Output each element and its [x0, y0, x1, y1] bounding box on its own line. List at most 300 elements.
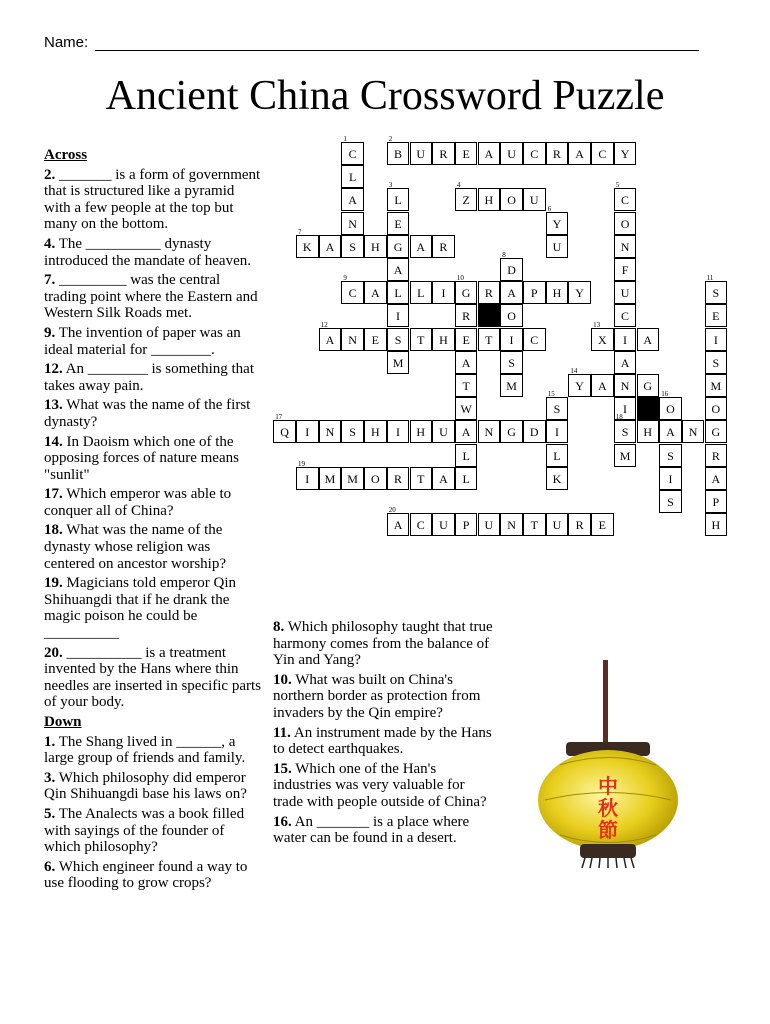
crossword-cell[interactable]: [273, 413, 296, 443]
cell-letter: I: [305, 471, 310, 486]
clue-text: The Analects was a book filled with sayings of the founder of which philosophy?: [44, 805, 245, 856]
cell-number: 4: [456, 181, 461, 190]
crossword-cell[interactable]: [364, 328, 387, 351]
crossword-cell[interactable]: [319, 420, 342, 443]
clue-number: 1.: [44, 733, 56, 750]
crossword-cell[interactable]: [455, 328, 478, 351]
crossword-cell[interactable]: [637, 420, 660, 443]
crossword-cell[interactable]: [387, 135, 410, 165]
cell-number: 20: [388, 506, 396, 515]
cell-letter: S: [712, 286, 720, 301]
name-line[interactable]: [95, 50, 699, 51]
crossword-cell[interactable]: [500, 188, 523, 211]
down-clue-list-continued: [273, 619, 497, 847]
cell-letter: O: [507, 309, 516, 324]
crossword-cell[interactable]: [455, 397, 478, 420]
clue-text: Which emperor was able to conquer all of China?: [44, 486, 232, 519]
clue-text: An instrument made by the Hans to detect earthquakes.: [273, 724, 492, 758]
clue-number: 9.: [44, 324, 56, 341]
cell-letter: C: [348, 286, 357, 301]
crossword-cell[interactable]: [410, 513, 433, 536]
crossword-cell[interactable]: [568, 281, 591, 304]
clue-item: [44, 434, 264, 484]
crossword-cell[interactable]: [410, 420, 433, 443]
crossword-cell[interactable]: [455, 274, 478, 304]
lantern-char-1: 中: [598, 774, 618, 798]
cell-letter: L: [462, 471, 470, 486]
down-clue-list: [44, 734, 264, 892]
crossword-cell[interactable]: [637, 374, 660, 397]
cell-letter: N: [620, 239, 630, 254]
crossword-cell[interactable]: [455, 420, 478, 443]
clue-number: 19.: [44, 575, 63, 592]
crossword-cell[interactable]: [682, 420, 705, 443]
crossword-cell[interactable]: [614, 413, 637, 443]
crossword-cell[interactable]: [614, 281, 637, 304]
cell-letter: H: [371, 425, 380, 440]
cell-letter: S: [667, 448, 674, 463]
crossword-cell[interactable]: [705, 444, 728, 467]
crossword-cell[interactable]: [591, 142, 614, 165]
cell-letter: M: [710, 379, 722, 393]
cell-letter: H: [552, 286, 562, 301]
cell-letter: C: [621, 309, 630, 324]
cell-letter: H: [643, 425, 653, 440]
crossword-cell[interactable]: [478, 420, 501, 443]
crossword-cell[interactable]: [432, 328, 455, 351]
crossword-cell[interactable]: [455, 304, 478, 327]
cell-letter: A: [325, 332, 335, 347]
clue-text: Which philosophy did emperor Qin Shihuangdi base his laws on?: [44, 769, 247, 803]
cell-letter: A: [461, 355, 471, 370]
clue-text: An ________ is something that takes away pain.: [44, 361, 254, 394]
cell-number: 14: [570, 367, 578, 375]
cell-letter: L: [462, 448, 470, 463]
clue-text: Which philosophy taught that true harmony comes from the balance of Yin and Yang?: [273, 619, 493, 669]
clue-item: [44, 522, 264, 572]
crossword-cell[interactable]: [455, 142, 478, 165]
crossword-cell[interactable]: [478, 328, 501, 351]
cell-letter: E: [462, 147, 470, 161]
cell-letter: E: [394, 216, 402, 231]
cell-letter: H: [416, 425, 426, 440]
clue-item: [44, 167, 264, 233]
cell-letter: A: [439, 471, 448, 486]
crossword-cell[interactable]: [478, 281, 501, 304]
crossword-cell[interactable]: [387, 506, 410, 536]
crossword-cell[interactable]: [546, 235, 569, 258]
cell-letter: S: [508, 355, 515, 370]
crossword-cell[interactable]: [500, 142, 523, 165]
crossword-cell[interactable]: [432, 142, 455, 165]
clue-text: What was the name of the dynasty whose religion was centered on ancestor worship?: [44, 522, 227, 572]
crossword-cell[interactable]: [341, 328, 364, 351]
cell-number: 11: [706, 274, 714, 283]
crossword-cell[interactable]: [659, 467, 682, 490]
clue-text: _________ was the central trading point where the Eastern and Western Silk Roads met.: [44, 272, 258, 322]
cell-number: 5: [615, 181, 620, 190]
crossword-cell[interactable]: [523, 281, 546, 304]
crossword-cell[interactable]: [500, 513, 523, 536]
cell-letter: I: [305, 425, 310, 440]
clue-item: [44, 486, 264, 519]
crossword-cell[interactable]: [455, 374, 478, 397]
cell-letter: T: [417, 471, 425, 486]
crossword-cell[interactable]: [432, 513, 455, 536]
crossword-cell[interactable]: [591, 320, 614, 351]
crossword-cell[interactable]: [455, 351, 478, 374]
clue-item: [273, 814, 497, 847]
crossword-cell[interactable]: [410, 235, 433, 258]
crossword-cell[interactable]: [705, 467, 728, 490]
clue-number: 20.: [44, 644, 63, 661]
cell-letter: L: [394, 286, 402, 301]
crossword-cell[interactable]: [705, 304, 728, 327]
crossword-cell[interactable]: [705, 374, 728, 397]
crossword-cell[interactable]: [705, 513, 728, 536]
crossword-cell[interactable]: [387, 304, 410, 327]
cell-letter: A: [575, 147, 584, 161]
crossword-cell[interactable]: [500, 281, 523, 304]
clue-number: 5.: [44, 805, 56, 822]
crossword-cell[interactable]: [341, 420, 364, 443]
cell-letter: M: [324, 471, 336, 486]
cell-letter: P: [712, 495, 720, 509]
clue-item: [44, 361, 264, 394]
cell-number: 7: [298, 227, 302, 236]
crossword-cell[interactable]: [614, 351, 637, 374]
clue-number: 14.: [44, 433, 63, 450]
lantern-char-3: 節: [598, 818, 618, 842]
crossword-cell[interactable]: [455, 467, 478, 490]
crossword-cell[interactable]: [341, 212, 364, 235]
cell-letter: D: [529, 425, 539, 440]
crossword-cell[interactable]: [341, 135, 364, 165]
crossword-cell[interactable]: [341, 467, 364, 490]
cell-letter: B: [394, 147, 403, 161]
crossword-cell[interactable]: [614, 212, 637, 235]
crossword-cell[interactable]: [705, 490, 728, 513]
cell-letter: G: [507, 425, 516, 440]
down-heading: Down: [44, 714, 82, 730]
crossword-cell[interactable]: [319, 467, 342, 490]
crossword-cell[interactable]: [568, 142, 591, 165]
crossword-cell[interactable]: [478, 142, 501, 165]
crossword-cell[interactable]: [546, 420, 569, 443]
crossword-cell[interactable]: [705, 328, 728, 351]
crossword-cell[interactable]: [614, 304, 637, 327]
cell-letter: H: [439, 332, 448, 347]
lantern-illustration: [530, 660, 690, 870]
cell-letter: R: [484, 286, 493, 301]
crossword-cell[interactable]: [432, 467, 455, 490]
cell-letter: U: [620, 286, 630, 301]
cell-letter: S: [553, 402, 561, 417]
crossword-cell[interactable]: [296, 459, 319, 490]
cell-letter: A: [325, 239, 335, 254]
cell-letter: A: [371, 286, 380, 301]
cell-letter: S: [712, 355, 720, 370]
crossword-cell[interactable]: [387, 420, 410, 443]
crossword-cell[interactable]: [387, 328, 410, 351]
clue-text: Which engineer found a way to use flooding to grow crops?: [44, 858, 248, 892]
crossword-cell[interactable]: [614, 258, 637, 281]
crossword-cell[interactable]: [410, 281, 433, 304]
cell-letter: U: [529, 193, 539, 208]
crossword-cell[interactable]: [500, 351, 523, 374]
cell-letter: N: [507, 518, 516, 533]
cell-letter: R: [439, 147, 448, 161]
crossword-cell[interactable]: [546, 444, 569, 467]
cell-letter: A: [598, 379, 607, 393]
cell-letter: N: [620, 379, 630, 393]
across-heading: Across: [44, 147, 88, 163]
crossword-cell[interactable]: [591, 374, 614, 397]
cell-letter: N: [348, 216, 357, 231]
clue-number: 18.: [44, 522, 63, 539]
crossword-cell[interactable]: [568, 367, 591, 397]
cell-letter: E: [712, 309, 720, 324]
clue-item: [44, 272, 264, 322]
cell-letter: E: [462, 332, 470, 347]
crossword-cell[interactable]: [432, 281, 455, 304]
cell-letter: A: [393, 263, 403, 277]
cell-letter: S: [621, 425, 629, 440]
cell-letter: C: [621, 193, 630, 208]
cell-letter: T: [530, 518, 538, 533]
lantern-bottom-cap: [580, 844, 636, 858]
crossword-cell[interactable]: [705, 397, 728, 420]
cell-letter: E: [371, 332, 380, 347]
crossword-cell[interactable]: [659, 490, 682, 513]
cell-letter: U: [507, 147, 516, 161]
cell-letter: O: [666, 402, 675, 417]
crossword-cell[interactable]: [410, 328, 433, 351]
clue-text: The __________ dynasty introduced the mandate of heaven.: [44, 235, 251, 269]
crossword-cell[interactable]: [387, 351, 410, 374]
cell-letter: C: [530, 332, 539, 347]
crossword-cell[interactable]: [364, 235, 387, 258]
crossword-cell[interactable]: [319, 320, 342, 351]
clue-number: 17.: [44, 486, 63, 503]
crossword-cell[interactable]: [659, 420, 682, 443]
cell-letter: G: [643, 379, 653, 393]
clue-item: [44, 397, 264, 430]
clue-number: 6.: [44, 858, 56, 875]
black-cell: [478, 304, 501, 327]
crossword-cell[interactable]: [455, 181, 478, 211]
crossword-cell[interactable]: [591, 513, 614, 536]
crossword-cell[interactable]: [637, 328, 660, 351]
crossword-cell[interactable]: [523, 328, 546, 351]
crossword-cell[interactable]: [387, 181, 410, 211]
cell-letter: L: [417, 286, 425, 301]
crossword-cell[interactable]: [410, 467, 433, 490]
crossword-cell[interactable]: [705, 420, 728, 443]
crossword-cell[interactable]: [614, 181, 637, 211]
cell-number: 3: [388, 181, 393, 190]
clue-text: The Shang lived in ______, a large group of friends and family.: [44, 733, 246, 767]
cell-letter: K: [302, 239, 312, 254]
cell-letter: M: [619, 448, 631, 463]
cell-number: 18: [615, 413, 623, 422]
clue-item: [273, 619, 497, 669]
crossword-cell[interactable]: [500, 420, 523, 443]
cell-letter: Z: [462, 193, 470, 208]
crossword-cell[interactable]: [568, 513, 591, 536]
cell-letter: A: [620, 355, 630, 370]
cell-letter: L: [394, 193, 402, 208]
cell-letter: O: [620, 216, 630, 231]
crossword-cell[interactable]: [296, 420, 319, 443]
crossword-cell[interactable]: [364, 281, 387, 304]
crossword-cell[interactable]: [387, 467, 410, 490]
crossword-cell[interactable]: [432, 420, 455, 443]
crossword-cell[interactable]: [523, 420, 546, 443]
crossword-cell[interactable]: [614, 235, 637, 258]
crossword-cell[interactable]: [387, 281, 410, 304]
clue-number: 15.: [273, 760, 292, 777]
cell-letter: Y: [552, 216, 562, 231]
lantern-pole: [603, 660, 608, 745]
crossword-cell[interactable]: [364, 467, 387, 490]
crossword-cell[interactable]: [659, 444, 682, 467]
crossword-cell[interactable]: [614, 444, 637, 467]
clue-item: [44, 575, 264, 641]
cell-letter: N: [484, 425, 494, 440]
clue-item: [44, 806, 264, 856]
cell-letter: W: [460, 402, 472, 417]
cell-number: 10: [456, 274, 464, 283]
cell-letter: T: [485, 332, 493, 347]
cell-number: 17: [275, 413, 283, 422]
clue-item: [44, 325, 264, 358]
crossword-cell[interactable]: [387, 235, 410, 258]
cell-number: 19: [298, 459, 305, 468]
crossword-cell[interactable]: [455, 513, 478, 536]
crossword-cell[interactable]: [296, 227, 319, 258]
cell-letter: M: [392, 355, 404, 370]
crossword-cell[interactable]: [341, 274, 364, 304]
crossword-cell[interactable]: [478, 188, 501, 211]
clue-number: 4.: [44, 235, 56, 252]
crossword-cell[interactable]: [546, 390, 569, 420]
left-clue-column: [44, 145, 264, 895]
cell-letter: A: [393, 518, 403, 533]
clue-number: 2.: [44, 166, 56, 183]
crossword-cell[interactable]: [614, 374, 637, 397]
cell-number: 15: [547, 390, 555, 399]
clue-number: 10.: [273, 671, 292, 688]
crossword-cell[interactable]: [364, 420, 387, 443]
crossword-cell[interactable]: [705, 274, 728, 304]
crossword-cell[interactable]: [659, 390, 682, 420]
cell-letter: A: [666, 425, 675, 440]
crossword-cell[interactable]: [614, 142, 637, 165]
cell-letter: I: [623, 402, 628, 417]
crossword-cell[interactable]: [341, 188, 364, 211]
crossword-cell[interactable]: [500, 374, 523, 397]
crossword-cell[interactable]: [500, 304, 523, 327]
crossword-cell[interactable]: [455, 444, 478, 467]
cell-letter: I: [396, 425, 401, 440]
cell-letter: S: [667, 495, 674, 509]
crossword-cell[interactable]: [432, 235, 455, 258]
crossword-cell[interactable]: [341, 165, 364, 188]
crossword-cell[interactable]: [546, 513, 569, 536]
cell-letter: I: [396, 309, 401, 324]
cell-letter: Y: [575, 286, 584, 301]
cell-letter: C: [416, 518, 425, 533]
cell-number: 2: [388, 135, 393, 143]
cell-number: 1: [343, 135, 347, 143]
clue-number: 16.: [273, 813, 292, 830]
crossword-cell[interactable]: [500, 251, 523, 281]
cell-letter: M: [506, 379, 517, 393]
cell-letter: P: [530, 286, 538, 301]
cell-letter: Q: [280, 425, 289, 440]
cell-letter: A: [507, 286, 516, 301]
cell-letter: R: [575, 518, 584, 533]
cell-letter: R: [462, 309, 471, 324]
cell-number: 9: [343, 274, 347, 283]
cell-letter: U: [484, 518, 494, 533]
crossword-cell[interactable]: [341, 235, 364, 258]
cell-number: 8: [502, 251, 506, 259]
crossword-cell[interactable]: [523, 513, 546, 536]
cell-letter: I: [668, 471, 673, 486]
cell-letter: R: [711, 448, 720, 463]
crossword-cell[interactable]: [546, 281, 569, 304]
crossword-cell[interactable]: [523, 142, 546, 165]
crossword-cell[interactable]: [387, 258, 410, 281]
crossword-cell[interactable]: [705, 351, 728, 374]
cell-letter: N: [688, 425, 698, 440]
crossword-cell[interactable]: [410, 142, 433, 165]
cell-letter: G: [711, 425, 721, 440]
black-cell: [637, 397, 660, 420]
cell-letter: A: [416, 239, 426, 254]
clue-item: [44, 734, 264, 767]
right-clue-column: [273, 619, 497, 850]
crossword-cell[interactable]: [387, 212, 410, 235]
cell-letter: A: [484, 147, 494, 161]
crossword-cell[interactable]: [546, 142, 569, 165]
cell-letter: S: [349, 425, 356, 440]
crossword-cell[interactable]: [319, 235, 342, 258]
cell-letter: S: [394, 332, 402, 347]
crossword-cell[interactable]: [614, 328, 637, 351]
crossword-cell[interactable]: [546, 467, 569, 490]
cell-letter: H: [711, 518, 721, 533]
cell-number: 6: [547, 204, 552, 213]
cell-letter: H: [371, 239, 380, 254]
clue-text: What was the name of the first dynasty?: [44, 397, 251, 430]
cell-letter: L: [348, 170, 357, 185]
cell-letter: H: [484, 193, 494, 208]
cell-letter: O: [711, 402, 721, 417]
clue-number: 8.: [273, 619, 285, 635]
crossword-cell[interactable]: [500, 328, 523, 351]
crossword-cell[interactable]: [478, 513, 501, 536]
crossword-cell[interactable]: [546, 204, 569, 235]
clue-text: Which one of the Han's industries was very valuable for trade with people outside of China?: [273, 760, 487, 810]
crossword-cell[interactable]: [523, 188, 546, 211]
clue-number: 12.: [44, 361, 63, 378]
cell-letter: N: [348, 332, 357, 347]
cell-letter: U: [439, 518, 448, 533]
cell-letter: C: [598, 147, 607, 161]
